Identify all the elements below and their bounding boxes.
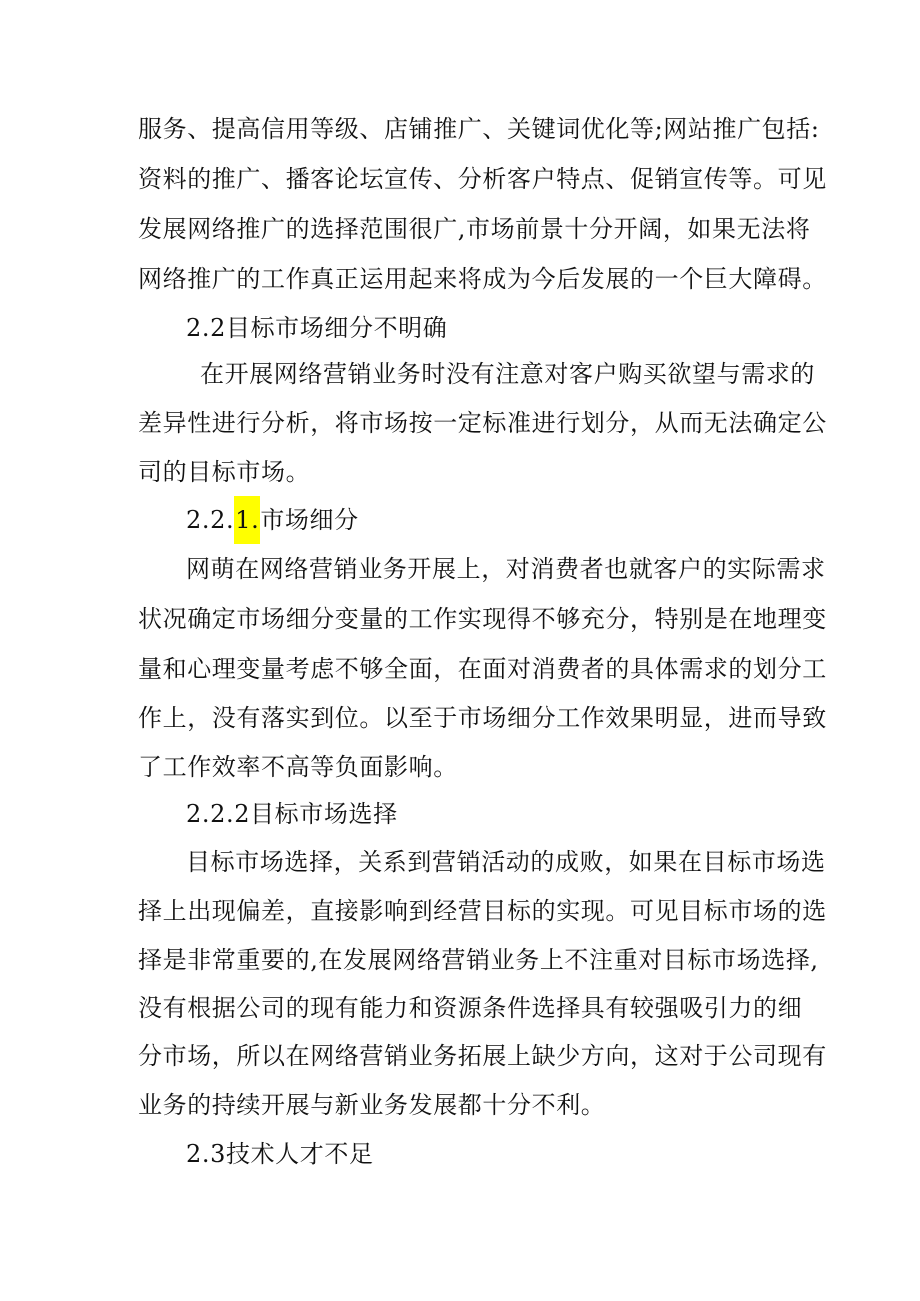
body-text-line: 了工作效率不高等负面影响。	[138, 753, 458, 781]
section-heading-2-3: 2.3技术人才不足	[186, 1140, 374, 1168]
body-text-line: 没有根据公司的现有能力和资源条件选择具有较强吸引力的细	[138, 994, 803, 1022]
section-heading-2-2: 2.2目标市场细分不明确	[186, 314, 448, 342]
body-text-line: 网络推广的工作真正运用起来将成为今后发展的一个巨大障碍。	[138, 265, 827, 293]
body-text-line: 差异性进行分析，将市场按一定标准进行划分，从而无法确定公	[138, 409, 827, 437]
body-text-line: 量和心理变量考虑不够全面，在面对消费者的具体需求的划分工	[138, 655, 827, 683]
highlighted-text: 1.	[234, 496, 260, 544]
body-text-line: 业务的持续开展与新业务发展都十分不利。	[138, 1091, 606, 1119]
section-heading-2-2-2: 2.2.2目标市场选择	[186, 800, 398, 828]
heading-title: 市场细分	[260, 506, 359, 534]
body-text-line: 择是非常重要的,在发展网络营销业务上不注重对目标市场选择,	[138, 946, 819, 974]
heading-number-prefix: 2.2.	[186, 506, 235, 534]
body-text-line: 择上出现偏差，直接影响到经营目标的实现。可见目标市场的选	[138, 897, 827, 925]
body-text-line: 分市场，所以在网络营销业务拓展上缺少方向，这对于公司现有	[138, 1042, 827, 1070]
body-text-line: 服务、提高信用等级、店铺推广、关键词优化等;网站推广包括:	[138, 115, 820, 143]
body-text-line: 在开展网络营销业务时没有注意对客户购买欲望与需求的	[200, 360, 815, 388]
body-text-line: 发展网络推广的选择范围很广,市场前景十分开阔，如果无法将	[138, 215, 811, 243]
body-text-line: 网萌在网络营销业务开展上，对消费者也就客户的实际需求	[186, 555, 826, 583]
body-text-line: 作上，没有落实到位。以至于市场细分工作效果明显，进而导致	[138, 704, 827, 732]
body-text-line: 目标市场选择，关系到营销活动的成败，如果在目标市场选	[186, 848, 826, 876]
body-text-line: 资料的推广、播客论坛宣传、分析客户特点、促销宣传等。可见	[138, 165, 827, 193]
section-heading-2-2-1	[186, 503, 359, 544]
body-text-line: 司的目标市场。	[138, 458, 311, 486]
body-text-line: 状况确定市场细分变量的工作实现得不够充分，特别是在地理变	[138, 605, 827, 633]
